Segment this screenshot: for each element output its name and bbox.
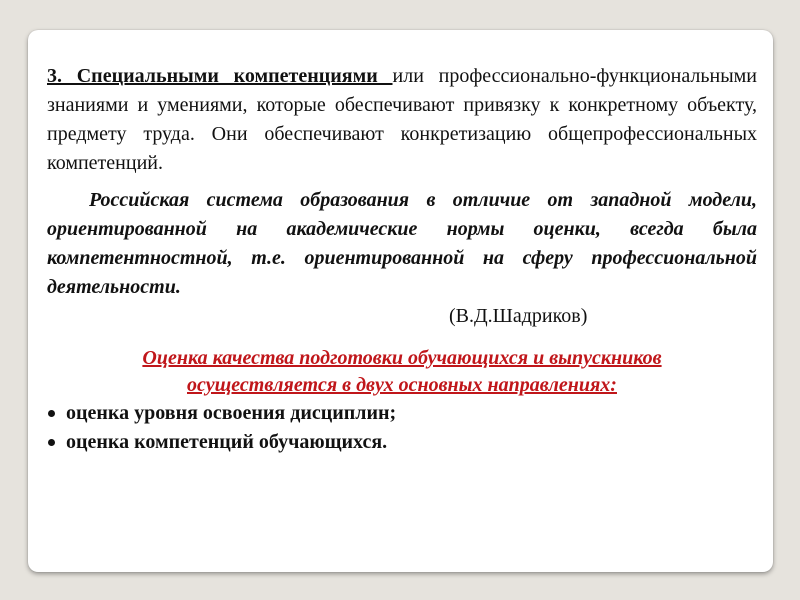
- bullet-icon: [48, 410, 55, 417]
- list-item: [47, 428, 757, 457]
- assessment-heading-line-1: Оценка качества подготовки обучающихся и выпускников: [142, 347, 662, 369]
- bullet-icon: [48, 439, 55, 446]
- list-item: [47, 399, 757, 428]
- assessment-heading: [47, 345, 757, 399]
- paragraph-lead: 3. Специальными компетенциями: [47, 65, 393, 87]
- bullet-list: [47, 399, 757, 457]
- slide-card: [28, 30, 773, 572]
- competencies-paragraph: [47, 62, 757, 178]
- assessment-heading-line-2: осуществляется в двух основных направлениях:: [187, 374, 617, 396]
- paragraph-rest: или профессионально-функциональными знаниями и умениями, которые обеспечивают привязку к конкретному объекту, предмету труда. Они обеспечивают конкретизацию общепрофессиональных компетенций.: [47, 65, 757, 174]
- list-item-text: оценка компетенций обучающихся.: [66, 431, 388, 453]
- quote-author: (В.Д.Шадриков): [449, 305, 588, 327]
- list-item-text: оценка уровня освоения дисциплин;: [66, 402, 397, 424]
- quote-text: Российская система образования в отличие от западной модели, ориентированной на академические нормы оценки, всегда была компетентностной, т.е. ориентированной на сферу профессиональной деятельности.: [47, 189, 757, 298]
- slide-content: [47, 62, 757, 457]
